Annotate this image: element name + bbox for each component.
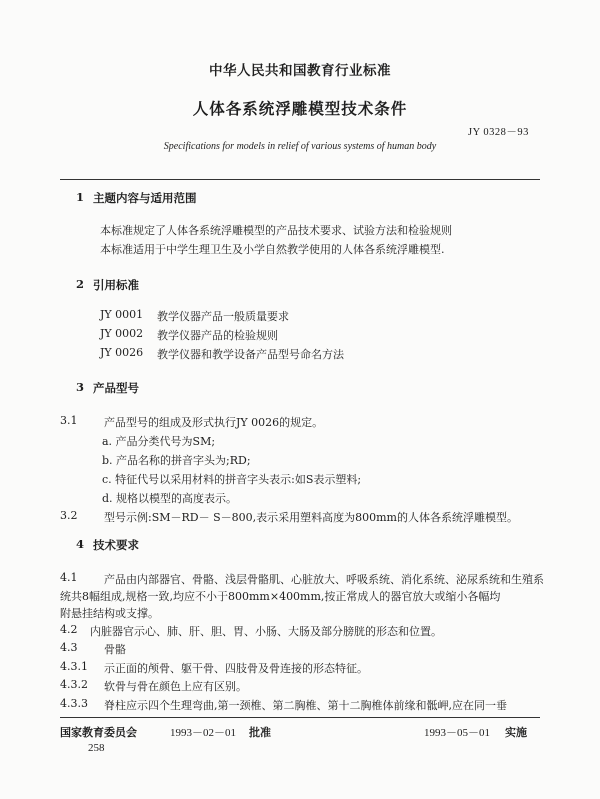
reference-title: 教学仪器产品一般质量要求 [157, 310, 289, 323]
list-item: c. 特征代号以采用材料的拼音字头表示:如S表示塑料; [102, 473, 362, 486]
clause-4-3-3-text: 脊柱应示四个生理弯曲,第一颈椎、第二胸椎、第十二胸椎体前缘和骶岬,应在同一垂 [104, 699, 507, 712]
approval-label: 批准 [249, 726, 271, 739]
clause-4-1-line-3: 附悬挂结构或支撑。 [60, 607, 159, 620]
reference-title: 教学仪器产品的检验规则 [157, 329, 278, 342]
clause-3-1-text: 产品型号的组成及形式执行JY 0026的规定。 [104, 416, 324, 429]
clause-4-3-1-number: 4.3.1 [60, 660, 88, 673]
page-number: 258 [88, 742, 105, 754]
reference-code: JY 0026 [100, 346, 144, 359]
section-1-number: 1 [76, 190, 85, 204]
section-2-number: 2 [76, 277, 85, 291]
section-3-title: 产品型号 [93, 381, 139, 395]
section-1-paragraph-1: 本标准规定了人体各系统浮雕模型的产品技术要求、试验方法和检验规则 [100, 224, 452, 237]
clause-4-3-1-text: 示正面的颅骨、躯干骨、四肢骨及骨连接的形态特征。 [104, 662, 368, 675]
section-4-title: 技术要求 [93, 538, 139, 552]
list-item: b. 产品名称的拼音字头为;RD; [102, 454, 251, 467]
clause-4-3-3-number: 4.3.3 [60, 697, 88, 710]
reference-code: JY 0002 [100, 327, 144, 340]
reference-title: 教学仪器和教学设备产品型号命名方法 [157, 348, 344, 361]
clause-4-2-text: 内脏器官示心、肺、肝、胆、胃、小肠、大肠及部分膀胱的形态和位置。 [90, 625, 442, 638]
english-title: Specifications for models in relief of various systems of human body [163, 141, 437, 152]
approval-date: 1993－02－01 [170, 727, 236, 739]
clause-4-1-number: 4.1 [60, 571, 78, 584]
clause-4-3-2-number: 4.3.2 [60, 678, 88, 691]
list-item: a. 产品分类代号为SM; [102, 435, 216, 448]
clause-4-3-text: 骨骼 [104, 643, 126, 656]
section-1-paragraph-2: 本标准适用于中学生理卫生及小学自然教学使用的人体各系统浮雕模型. [100, 243, 445, 256]
org-title: 中华人民共和国教育行业标准 [209, 63, 391, 79]
footer-rule [60, 717, 540, 718]
list-item: d. 规格以模型的高度表示。 [102, 492, 238, 505]
clause-4-1-line-1: 产品由内部器官、骨骼、浅层骨骼肌、心脏放大、呼吸系统、消化系统、泌尿系统和生殖系 [104, 573, 544, 586]
doc-title: 人体各系统浮雕模型技术条件 [192, 100, 408, 118]
clause-4-1-line-2: 统共8幅组成,规格一致,均应不小于800mm×400mm,按正常成人的器官放大或缩小各幅均 [60, 590, 501, 603]
clause-3-2-number: 3.2 [60, 509, 78, 522]
section-2-title: 引用标准 [93, 278, 139, 292]
section-1-title: 主题内容与适用范围 [93, 191, 197, 205]
implementation-date: 1993－05－01 [424, 727, 490, 739]
section-3-number: 3 [76, 380, 85, 394]
implementation-label: 实施 [505, 726, 527, 739]
section-4-number: 4 [76, 537, 85, 551]
clause-3-1-number: 3.1 [60, 414, 78, 427]
header-rule [60, 179, 540, 180]
clause-4-3-number: 4.3 [60, 641, 78, 654]
clause-3-2-text: 型号示例:SM－RD－ S－800,表示采用塑料高度为800mm的人体各系统浮雕模型。 [104, 511, 518, 524]
clause-4-3-2-text: 软骨与骨在颜色上应有区别。 [104, 680, 247, 693]
clause-4-2-number: 4.2 [60, 623, 78, 636]
issuer: 国家教育委员会 [60, 726, 137, 739]
standard-code: JY 0328－93 [468, 127, 529, 138]
reference-code: JY 0001 [100, 308, 144, 321]
